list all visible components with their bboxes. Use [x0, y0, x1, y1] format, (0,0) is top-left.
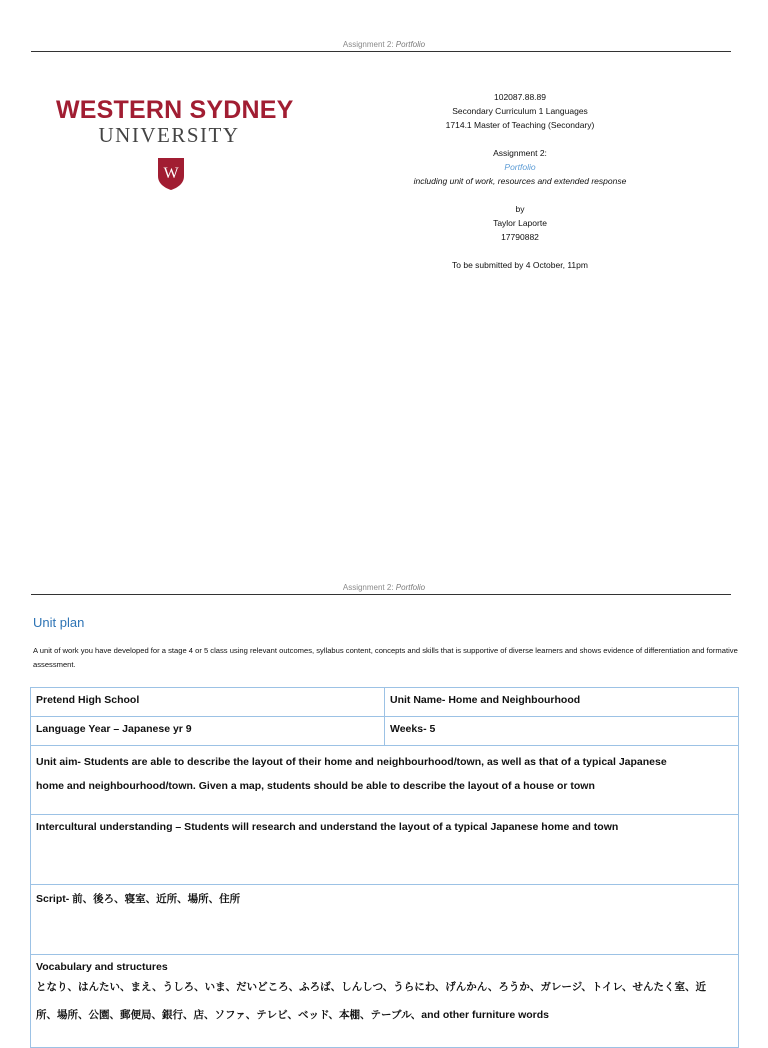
assignment-label: Assignment 2: — [493, 148, 547, 158]
running-header-prefix: Assignment 2: — [342, 583, 396, 592]
table-row — [31, 955, 739, 1048]
unit-name-cell: Unit Name- Home and Neighbourhood — [385, 688, 739, 717]
header-rule — [31, 51, 731, 52]
unit-aim-line-1: Unit aim- Students are able to describe the layout of their home and neighbourhood/town, as well as that of a typical Japanese — [36, 756, 667, 768]
shield-icon — [157, 157, 185, 191]
shield-letter: W — [163, 165, 179, 182]
unit-plan-table — [30, 687, 739, 1048]
portfolio-label: Portfolio — [504, 162, 536, 172]
by-label: by — [515, 204, 525, 214]
course-code: 102087.88.89 — [494, 92, 546, 102]
intercultural-cell: Intercultural understanding – Students will research and understand the layout of a typical Japanese home and town — [31, 815, 739, 885]
logo-line-university: UNIVERSITY — [98, 123, 240, 147]
due-date: To be submitted by 4 October, 11pm — [452, 260, 588, 270]
program-name: 1714.1 Master of Teaching (Secondary) — [445, 120, 595, 130]
running-header-prefix: Assignment 2: — [342, 40, 396, 49]
school-cell: Pretend High School — [31, 688, 385, 717]
student-id: 17790882 — [501, 232, 539, 242]
weeks-cell: Weeks- 5 — [385, 717, 739, 746]
table-row — [31, 717, 739, 746]
running-header-italic: Portfolio — [395, 40, 426, 49]
unit-aim-cell — [31, 746, 739, 815]
vocabulary-heading: Vocabulary and structures — [36, 961, 168, 973]
header-rule-page2 — [31, 594, 731, 595]
table-row — [31, 746, 739, 815]
table-row — [31, 885, 739, 955]
running-header-italic: Portfolio — [395, 583, 426, 592]
vocabulary-line-1: となり、はんたい、まえ、うしろ、いま、だいどころ、ふろば、しんしつ、うらにわ、げんかん、ろうか、ガレージ、トイレ、せんたく室、近 — [36, 981, 707, 993]
university-logo — [56, 96, 294, 182]
table-row — [31, 815, 739, 885]
unit-plan-intro: A unit of work you have developed for a stage 4 or 5 class using relevant outcomes, syllabus content, concepts and skills that is supportive of diverse learners and shows evidence of differentiation and formative assessment. — [33, 646, 738, 669]
vocabulary-line-2: 所、場所、公園、郵便局、銀行、店、ソファ、テレビ、ベッド、本棚、テーブル、and other furniture words — [36, 1009, 549, 1021]
unit-plan-heading: Unit plan — [33, 615, 85, 630]
author-name: Taylor Laporte — [493, 218, 547, 228]
language-year-cell: Language Year – Japanese yr 9 — [31, 717, 385, 746]
title-block — [360, 90, 680, 272]
course-name: Secondary Curriculum 1 Languages — [452, 106, 588, 116]
unit-aim-line-2: home and neighbourhood/town. Given a map, students should be able to describe the layout of a house or town — [36, 780, 595, 792]
vocabulary-cell — [31, 955, 739, 1048]
running-header-page2 — [0, 583, 768, 592]
assignment-subtitle: including unit of work, resources and extended response — [413, 176, 627, 186]
table-row — [31, 688, 739, 717]
running-header — [0, 40, 768, 49]
logo-line-western-sydney: WESTERN SYDNEY — [56, 96, 294, 124]
script-cell: Script- 前、後ろ、寝室、近所、場所、住所 — [31, 885, 739, 955]
